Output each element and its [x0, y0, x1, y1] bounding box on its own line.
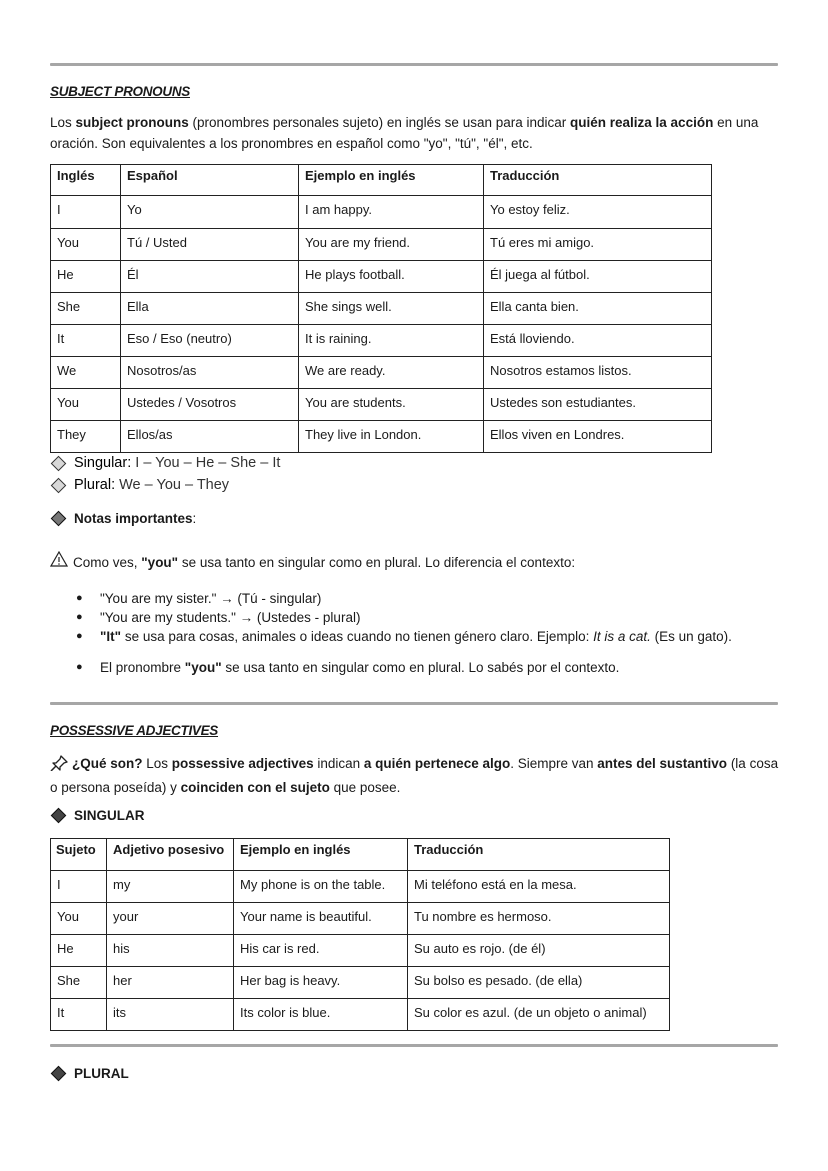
table-cell: My phone is on the table.: [234, 871, 408, 903]
singular-subheading: [50, 808, 145, 823]
table-cell: You: [51, 229, 121, 261]
table-cell: She: [51, 967, 107, 999]
horizontal-rule: [50, 1044, 778, 1047]
italic-text: It is a cat.: [593, 629, 651, 644]
diamond-icon: [51, 808, 67, 824]
table-cell: Ella: [121, 293, 299, 325]
table-row: [51, 293, 712, 325]
table-header-row: [51, 839, 670, 871]
bold-text: coinciden con el sujeto: [180, 780, 330, 795]
bold-text: "you": [184, 660, 222, 675]
section-title-subject-pronouns: SUBJECT PRONOUNS: [50, 84, 190, 99]
header-cell: Ejemplo en inglés: [234, 839, 408, 871]
table-cell: Está lloviendo.: [484, 325, 712, 357]
text: en una oración. Son equivalentes a los pronombres en español como "yo", "tú", "él", etc.: [50, 115, 759, 151]
table-cell: It is raining.: [299, 325, 484, 357]
text: Los: [142, 756, 172, 771]
text: se usa tanto en singular como en plural. Lo diferencia el contexto:: [178, 554, 576, 570]
table-cell: We are ready.: [299, 357, 484, 389]
table-cell: my: [107, 871, 234, 903]
plural-subheading: [50, 1066, 129, 1081]
possessive-adjectives-intro: [50, 753, 785, 798]
section-title-possessive-adjectives: POSSESSIVE ADJECTIVES: [50, 723, 219, 738]
bold-text: quién realiza la acción: [570, 115, 714, 130]
header-cell: Sujeto: [51, 839, 107, 871]
possessive-adjectives-table: [50, 838, 670, 1031]
text: que posee.: [329, 780, 401, 795]
subject-pronouns-table: [50, 164, 712, 453]
text: "You are my sister." → (Tú - singular): [100, 591, 322, 606]
table-cell: I am happy.: [299, 196, 484, 229]
bullet-icon: ●: [76, 592, 83, 604]
notes-label: Notas importantes: [74, 511, 193, 526]
plural-value: We – You – They: [115, 477, 230, 493]
header-cell: Traducción: [484, 165, 712, 196]
header-cell: Adjetivo posesivo: [107, 839, 234, 871]
table-cell: Nosotros estamos listos.: [484, 357, 712, 389]
table-cell: He: [51, 935, 107, 967]
table-cell: He plays football.: [299, 261, 484, 293]
table-cell: her: [107, 967, 234, 999]
table-row: [51, 357, 712, 389]
table-cell: Her bag is heavy.: [234, 967, 408, 999]
table-cell: Tu nombre es hermoso.: [408, 903, 670, 935]
table-row: [51, 967, 670, 999]
table-cell: Su bolso es pesado. (de ella): [408, 967, 670, 999]
warning-icon: [50, 551, 68, 573]
bold-text: subject pronouns: [75, 115, 189, 130]
table-cell: You: [51, 903, 107, 935]
table-cell: Tú eres mi amigo.: [484, 229, 712, 261]
warning-note: [50, 551, 785, 573]
notes-heading: [50, 511, 196, 526]
bullet-icon: ●: [76, 661, 83, 673]
table-row: [51, 421, 712, 453]
table-cell: its: [107, 999, 234, 1031]
bold-text: possessive adjectives: [171, 756, 314, 771]
table-cell: Yo: [121, 196, 299, 229]
table-cell: Él: [121, 261, 299, 293]
diamond-outline-icon: [51, 455, 67, 471]
text: Como ves,: [73, 554, 142, 570]
table-cell: Ellos/as: [121, 421, 299, 453]
singular-label: Singular:: [74, 455, 132, 471]
bold-text: a quién pertenece algo: [363, 756, 511, 771]
text: (Es un gato).: [650, 629, 732, 644]
table-cell: It: [51, 325, 121, 357]
list-item: [76, 589, 732, 608]
table-header-row: [51, 165, 712, 196]
table-row: [51, 903, 670, 935]
bold-text: "It": [100, 629, 122, 644]
table-cell: your: [107, 903, 234, 935]
table-cell: Ustedes son estudiantes.: [484, 389, 712, 421]
table-cell: Su auto es rojo. (de él): [408, 935, 670, 967]
table-cell: Él juega al fútbol.: [484, 261, 712, 293]
table-cell: Yo estoy feliz.: [484, 196, 712, 229]
text: . Siempre van: [510, 756, 598, 771]
text: El pronombre: [100, 660, 185, 675]
subject-pronouns-intro: [50, 112, 785, 154]
table-row: [51, 196, 712, 229]
table-cell: Eso / Eso (neutro): [121, 325, 299, 357]
table-cell: You: [51, 389, 121, 421]
bold-text: "you": [141, 554, 179, 570]
header-cell: Español: [121, 165, 299, 196]
bullet-icon: ●: [76, 630, 83, 642]
table-cell: They live in London.: [299, 421, 484, 453]
table-cell: You are my friend.: [299, 229, 484, 261]
bold-text: antes del sustantivo: [597, 756, 728, 771]
header-cell: Inglés: [51, 165, 121, 196]
table-cell: Your name is beautiful.: [234, 903, 408, 935]
table-cell: Mi teléfono está en la mesa.: [408, 871, 670, 903]
diamond-icon: [51, 511, 67, 527]
table-cell: They: [51, 421, 121, 453]
table-cell: Su color es azul. (de un objeto o animal): [408, 999, 670, 1031]
table-row: [51, 325, 712, 357]
plural-summary: [50, 477, 229, 493]
table-row: [51, 999, 670, 1031]
table-cell: Ustedes / Vosotros: [121, 389, 299, 421]
plural-label: Plural:: [74, 477, 116, 493]
table-row: [51, 261, 712, 293]
horizontal-rule: [50, 63, 778, 66]
table-row: [51, 389, 712, 421]
table-cell: Ella canta bien.: [484, 293, 712, 325]
pushpin-icon: [50, 755, 68, 777]
text: se usa tanto en singular como en plural. Lo sabés por el contexto.: [221, 660, 620, 675]
list-item: [76, 627, 732, 646]
table-cell: I: [51, 196, 121, 229]
bold-text: ¿Qué son?: [72, 756, 143, 771]
bullet-icon: ●: [76, 611, 83, 623]
diamond-icon: [51, 1066, 67, 1082]
header-cell: Ejemplo en inglés: [299, 165, 484, 196]
table-cell: I: [51, 871, 107, 903]
diamond-outline-icon: [51, 477, 67, 493]
table-cell: It: [51, 999, 107, 1031]
table-cell: He: [51, 261, 121, 293]
table-row: [51, 871, 670, 903]
table-cell: Tú / Usted: [121, 229, 299, 261]
horizontal-rule: [50, 702, 778, 705]
text: (la cosa o persona poseída) y: [50, 756, 779, 795]
text: se usa para cosas, animales o ideas cuando no tienen género claro. Ejemplo:: [121, 629, 594, 644]
table-row: [51, 229, 712, 261]
singular-value: I – You – He – She – It: [131, 455, 281, 471]
notes-bullet-list: [76, 589, 732, 677]
header-cell: Traducción: [408, 839, 670, 871]
table-cell: his: [107, 935, 234, 967]
table-cell: She: [51, 293, 121, 325]
text: indican: [313, 756, 364, 771]
table-cell: We: [51, 357, 121, 389]
text: :: [192, 511, 197, 526]
list-item: [76, 658, 732, 677]
singular-label: SINGULAR: [74, 808, 145, 823]
singular-summary: [50, 455, 280, 471]
table-cell: She sings well.: [299, 293, 484, 325]
text: (pronombres personales sujeto) en inglés se usan para indicar: [188, 115, 571, 130]
table-cell: Ellos viven en Londres.: [484, 421, 712, 453]
table-row: [51, 935, 670, 967]
table-cell: You are students.: [299, 389, 484, 421]
text: "You are my students." → (Ustedes - plural): [100, 610, 361, 625]
list-item: [76, 608, 732, 627]
table-cell: Its color is blue.: [234, 999, 408, 1031]
table-cell: His car is red.: [234, 935, 408, 967]
text: Los: [50, 115, 76, 130]
table-cell: Nosotros/as: [121, 357, 299, 389]
plural-label: PLURAL: [74, 1066, 129, 1081]
